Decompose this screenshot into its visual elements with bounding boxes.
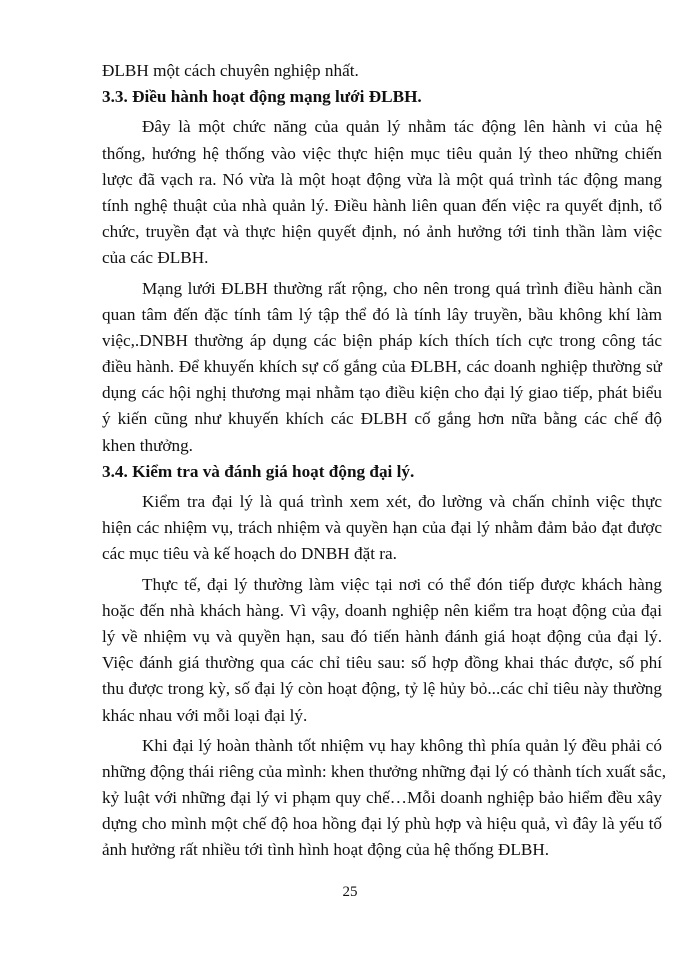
text-line: các mục tiêu và kế hoạch do DNBH đặt ra. [102,544,397,564]
document-page [102,58,667,864]
text-line: khác nhau với mỗi loại đại lý. [102,705,308,725]
text-line: khen thưởng. [102,435,193,455]
text-line: Mạng lưới ĐLBH thường rất rộng, cho nên trong quá trình điều hành cần [142,278,662,298]
page-number: 25 [342,884,358,900]
text-line: Việc đánh giá thường qua các chỉ tiêu sau: số hợp đồng khai thác được, số phí [102,653,662,673]
text-line: Đây là một chức năng của quản lý nhằm tác động lên hành vi của hệ [142,117,662,137]
text-line: dụng các hội nghị thương mại nhằm tạo điều kiện cho đại lý giao tiếp, phát biểu [102,383,662,403]
text-line: việc,.DNBH thường áp dụng các biện pháp kích thích tích cực trong công tác [102,330,662,350]
text-line: lược đã vạch ra. Nó vừa là một hoạt động vừa là một quá trình tác động mang [102,169,662,189]
text-line: ĐLBH một cách chuyên nghiệp nhất. [102,61,359,80]
text-line: những động thái riêng của mình: khen thưởng những đại lý có thành tích xuất sắc, [102,761,667,781]
section-heading-3-3: 3.3. Điều hành hoạt động mạng lưới ĐLBH. [102,87,422,107]
text-line: Kiểm tra đại lý là quá trình xem xét, đo lường và chấn chỉnh việc thực [142,492,662,511]
text-line: điều hành. Để khuyến khích sự cố gắng của ĐLBH, các doanh nghiệp thường sử [102,357,662,377]
text-line: thống, hướng hệ thống vào việc thực hiện mục tiêu quản lý theo những chiến [102,143,662,163]
text-line: hoặc đến nhà khách hàng. Vì vậy, doanh nghiệp nên kiểm tra hoạt động của đại [102,600,662,620]
text-line: Thực tế, đại lý thường làm việc tại nơi có thể đón tiếp được khách hàng [142,574,662,594]
text-line: ý kiến cũng như khuyến khích các ĐLBH cố gắng hơn nữa bằng các chế độ [102,409,662,429]
text-line: ảnh hưởng rất nhiều tới tình hình hoạt động của hệ thống ĐLBH. [102,840,550,860]
text-line: của các ĐLBH. [102,248,209,268]
text-line: quan tâm đến đặc tính tâm lý tập thể đó là tính lây truyền, bầu không khí làm [102,304,662,324]
text-line: dựng cho mình một chế độ hoa hồng đại lý phù hợp và hiệu quả, vì đây là yếu tố [102,814,662,834]
text-line: tính nghệ thuật của nhà quản lý. Điều hành liên quan đến việc ra quyết định, tổ [102,195,662,215]
section-heading-3-4: 3.4. Kiểm tra và đánh giá hoạt động đại lý. [102,461,415,481]
text-line: chức, truyền đạt và thực hiện quyết định, nó ảnh hưởng tới tinh thần làm việc [102,222,662,242]
text-line: thu được trong kỳ, số đại lý còn hoạt động, tỷ lệ hủy bỏ...các chỉ tiêu này thường [102,679,662,699]
text-line: kỷ luật với những đại lý vi phạm quy chế…Mỗi doanh nghiệp bảo hiểm đều xây [102,788,662,808]
text-line: hiện các nhiệm vụ, trách nhiệm và quyền hạn của đại lý nhằm đảm bảo đạt được [102,518,662,538]
text-line: Khi đại lý hoàn thành tốt nhiệm vụ hay không thì phía quản lý đều phải có [142,735,662,755]
text-line: lý về nhiệm vụ và quyền hạn, sau đó tiến hành đánh giá hoạt động của đại lý. [102,626,662,646]
